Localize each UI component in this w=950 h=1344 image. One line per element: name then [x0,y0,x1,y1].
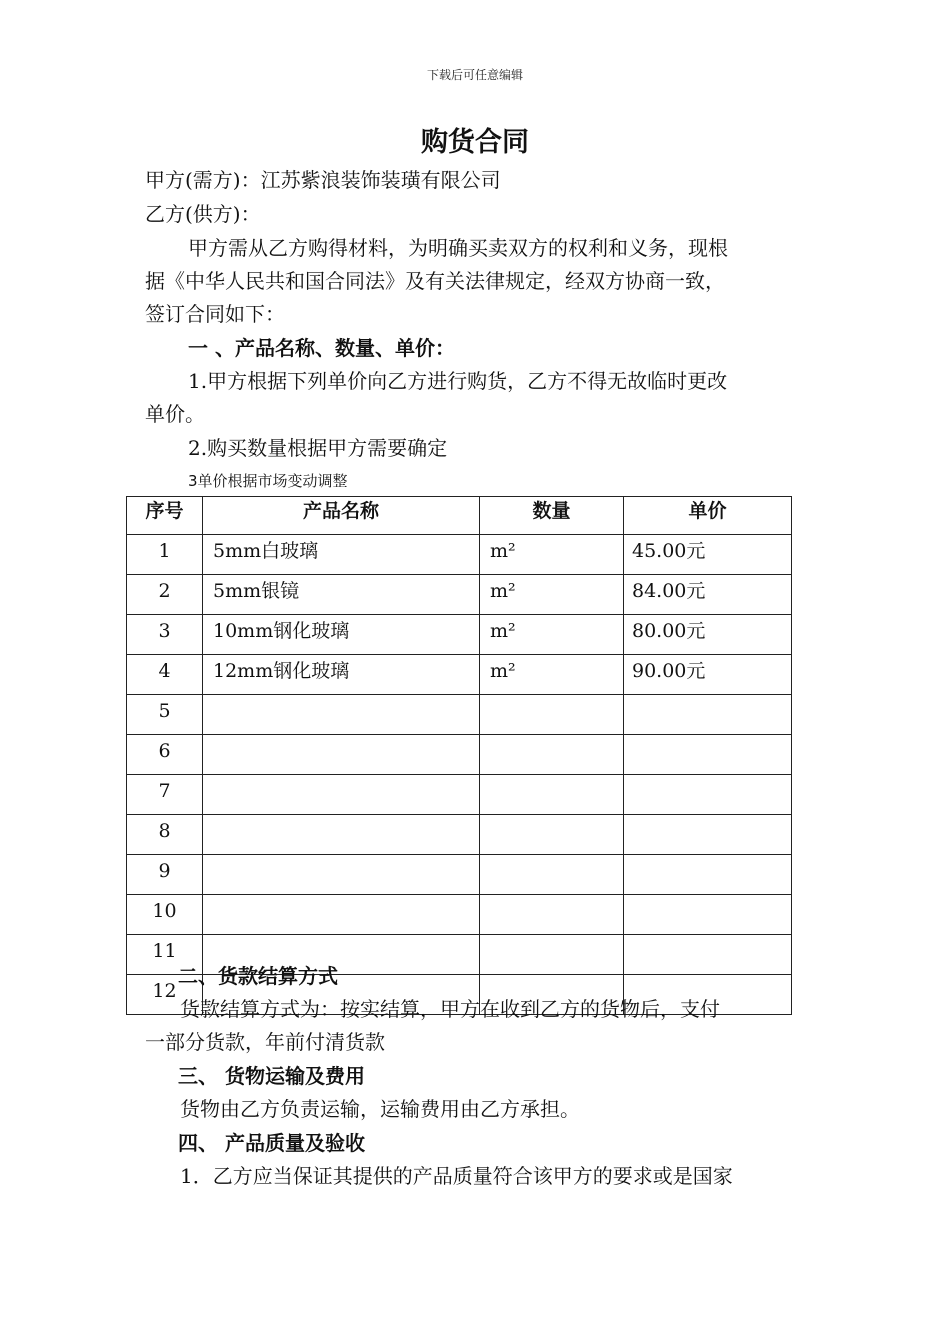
table-row [127,535,792,575]
row-no: 2 [127,575,203,615]
table-row [127,815,792,855]
row-quantity: m² [480,575,624,615]
row-no: 9 [127,855,203,895]
row-product-name [203,855,480,895]
header-product-name: 产品名称 [203,497,480,535]
section2-line1: 货款结算方式为：按实结算，甲方在收到乙方的货物后，支付 [180,997,720,1021]
row-unit-price [624,695,792,735]
table-row [127,575,792,615]
section2-heading: 二、货款结算方式 [178,964,338,988]
intro-line-1: 甲方需从乙方购得材料，为明确买卖双方的权利和义务，现根 [188,236,728,260]
row-no: 5 [127,695,203,735]
intro-line-2: 据《中华人民共和国合同法》及有关法律规定，经双方协商一致， [145,269,725,293]
header-note: 下载后可任意编辑 [426,68,523,82]
table-row [127,695,792,735]
section4-line1: 1．乙方应当保证其提供的产品质量符合该甲方的要求或是国家 [180,1164,733,1188]
header-unit-price: 单价 [624,497,792,535]
row-quantity: m² [480,615,624,655]
table-row [127,655,792,695]
row-product-name [203,735,480,775]
row-no: 4 [127,655,203,695]
row-unit-price [624,895,792,935]
row-quantity [480,775,624,815]
section3-heading: 三、 货物运输及费用 [178,1064,365,1088]
row-quantity [480,935,624,975]
row-unit-price: 84.00元 [624,575,792,615]
row-unit-price [624,735,792,775]
table-row [127,775,792,815]
row-no: 1 [127,535,203,575]
row-unit-price [624,855,792,895]
row-product-name: 5mm银镜 [203,575,480,615]
party-a: 甲方(需方)：江苏紫浪装饰装璜有限公司 [145,168,501,192]
row-quantity [480,815,624,855]
section4-heading: 四、 产品质量及验收 [178,1131,365,1155]
row-unit-price [624,935,792,975]
row-product-name: 12mm钢化玻璃 [203,655,480,695]
row-product-name [203,815,480,855]
row-unit-price [624,775,792,815]
contract-title: 购货合同 [421,127,529,158]
row-unit-price: 90.00元 [624,655,792,695]
row-no: 8 [127,815,203,855]
table-row [127,895,792,935]
table-header-row [127,497,792,535]
section1-item3: 3单价根据市场变动调整 [188,472,348,490]
section1-heading: 一 、产品名称、数量、单价： [188,336,455,360]
row-product-name: 10mm钢化玻璃 [203,615,480,655]
table-row [127,855,792,895]
row-product-name [203,695,480,735]
section3-line1: 货物由乙方负责运输，运输费用由乙方承担。 [180,1097,580,1121]
row-unit-price: 45.00元 [624,535,792,575]
section1-item2: 2.购买数量根据甲方需要确定 [188,436,448,460]
row-quantity: m² [480,535,624,575]
row-quantity: m² [480,655,624,695]
row-product-name: 5mm白玻璃 [203,535,480,575]
row-no: 10 [127,895,203,935]
section1-item1-line2: 单价。 [145,402,205,426]
section2-line2: 一部分货款，年前付清货款 [145,1030,385,1054]
row-quantity [480,855,624,895]
row-unit-price: 80.00元 [624,615,792,655]
price-table [126,496,792,1015]
row-no: 7 [127,775,203,815]
table-row [127,735,792,775]
row-quantity [480,695,624,735]
intro-line-3: 签订合同如下： [145,302,285,326]
row-product-name [203,775,480,815]
party-b: 乙方(供方)： [145,202,261,226]
table-row [127,615,792,655]
row-no: 12 [127,975,203,1015]
row-no: 11 [127,935,203,975]
row-unit-price [624,815,792,855]
section1-item1-line1: 1.甲方根据下列单价向乙方进行购货，乙方不得无故临时更改 [188,369,728,393]
row-quantity [480,895,624,935]
header-quantity: 数量 [480,497,624,535]
header-no: 序号 [127,497,203,535]
row-quantity [480,735,624,775]
row-product-name [203,895,480,935]
row-no: 6 [127,735,203,775]
row-no: 3 [127,615,203,655]
